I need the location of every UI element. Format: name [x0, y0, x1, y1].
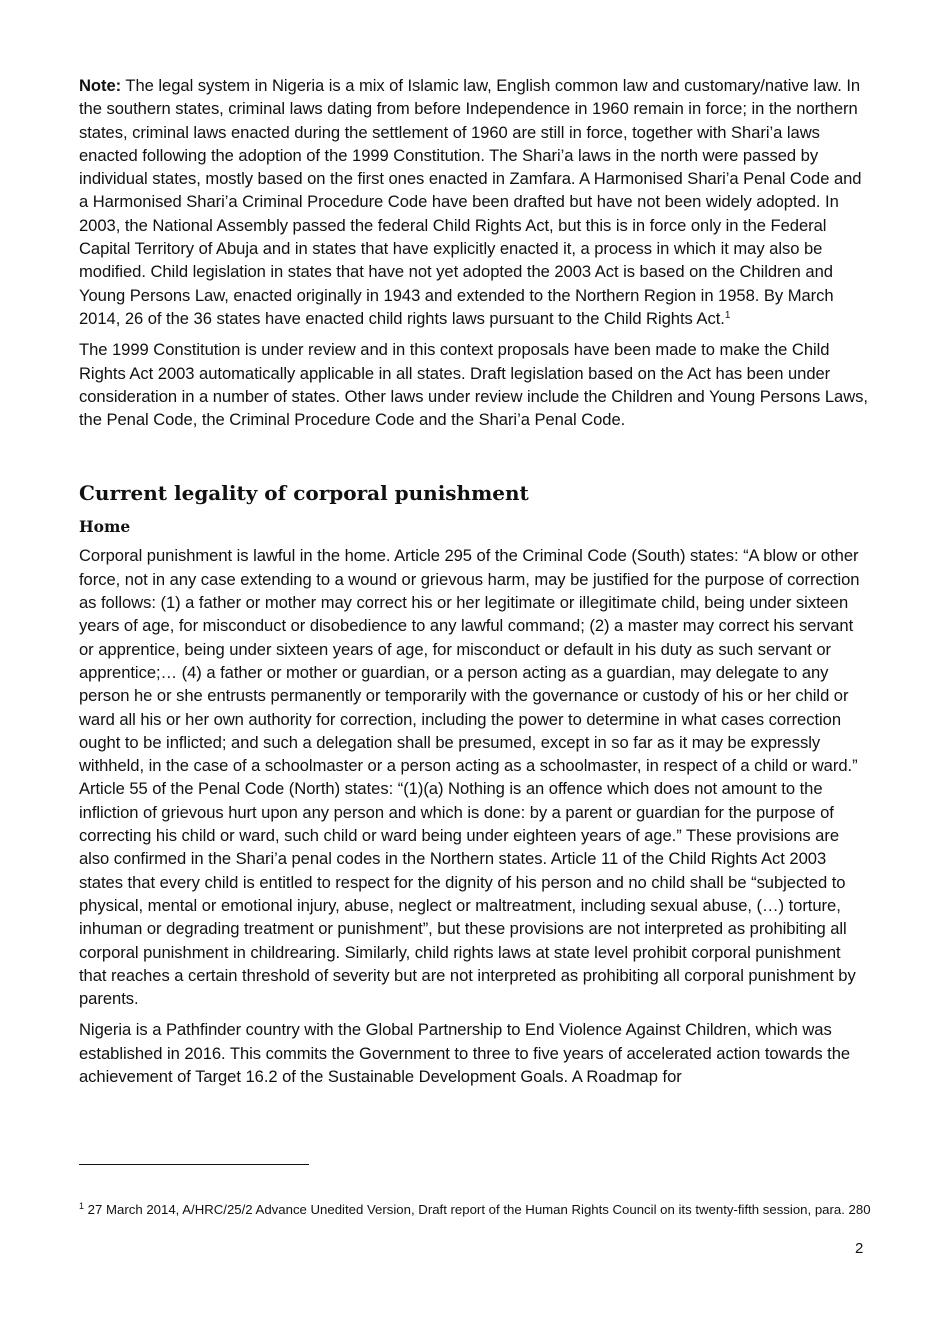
note-paragraph [79, 74, 871, 330]
home-paragraph: Corporal punishment is lawful in the home. Article 295 of the Criminal Code (South) states: “A blow or other force, not in any case extending to a wound or grievous harm, may be justified for the purpose of correction as follows: (1) a father or mother may correct his or her legitimate or illegitimate child, being under sixteen years of age, for misconduct or disobedience to any lawful command; (2) a master may correct his servant or apprentice, being under sixteen years of age, for misconduct or default in his duty as such servant or apprentice;… (4) a father or mother or guardian, or a person acting as a guardian, may delegate to any person he or she entrusts permanently or temporarily with the governance or custody of his or her child or ward all his or her own authority for correction, including the power to determine in what cases correction ought to be inflicted; and such a delegation shall be presumed, except in so far as it may be expressly withheld, in the case of a schoolmaster or a person acting as a schoolmaster, in respect of a child or ward.” Article 55 of the Penal Code (North) states: “(1)(a) Nothing is an offence which does not amount to the infliction of grievous hurt upon any person and which is done: by a parent or guardian for the purpose of correcting his child or ward, such child or ward being under eighteen years of age.” These provisions are also confirmed in the Shari’a penal codes in the Northern states. Article 11 of the Child Rights Act 2003 states that every child is entitled to respect for the dignity of his person and no child shall be “subjected to physical, mental or emotional injury, abuse, neglect or maltreatment, including sexual abuse, (…) torture, inhuman or degrading treatment or punishment”, but these provisions are not interpreted as prohibiting all corporal punishment in childrearing. Similarly, child rights laws at state level prohibit corporal punishment that reaches a certain threshold of severity but are not interpreted as prohibiting all corporal punishment by parents. [79, 546, 860, 1009]
footnote-number: 1 [79, 1201, 85, 1211]
pathfinder-paragraph: Nigeria is a Pathfinder country with the Global Partnership to End Violence Against Children, which was established in 2016. This commits the Government to three to five years of accelerated action towards the achievement of Target 16.2 of the Sustainable Development Goals. A Roadmap for [79, 1020, 851, 1086]
subsection-title: Home [79, 517, 131, 537]
footnote-text: 27 March 2014, A/HRC/25/2 Advance Unedited Version, Draft report of the Human Rights Council on its twenty-fifth session, para. 280 [84, 1202, 871, 1217]
section-title: Current legality of corporal punishment [79, 481, 529, 506]
constitution-review-paragraph: The 1999 Constitution is under review and in this context proposals have been made to make the Child Rights Act 2003 automatically applicable in all states. Draft legislation based on the Act has been under consideration in a number of states. Other laws under review include the Children and Young Persons Laws, the Penal Code, the Criminal Procedure Code and the Shari’a Penal Code. [79, 340, 868, 430]
footnote [79, 1200, 871, 1220]
page-content [79, 74, 871, 1096]
note-label: Note: [79, 76, 122, 95]
footnote-divider [79, 1164, 309, 1165]
note-text: The legal system in Nigeria is a mix of Islamic law, English common law and customary/native law. In the southern states, criminal laws dating from before Independence in 1960 remain in force; in the northern states, criminal laws enacted during the settlement of 1960 are still in force, together with Shari’a laws enacted following the adoption of the 1999 Constitution. The Shari’a laws in the north were passed by individual states, mostly based on the first ones enacted in Zamfara. A Harmonised Shari’a Penal Code and a Harmonised Shari’a Criminal Procedure Code have been drafted but have not been widely adopted. In 2003, the National Assembly passed the federal Child Rights Act, but this is in force only in the Federal Capital Territory of Abuja and in states that have explicitly enacted it, a process in which it may also be modified. Child legislation in states that have not yet adopted the 2003 Act is based on the Children and Young Persons Law, enacted originally in 1943 and extended to the Northern Region in 1958. By March 2014, 26 of the 36 states have enacted child rights laws pursuant to the Child Rights Act. [79, 76, 862, 328]
page-number: 2 [855, 1240, 864, 1257]
footnote-reference[interactable]: 1 [724, 309, 731, 321]
